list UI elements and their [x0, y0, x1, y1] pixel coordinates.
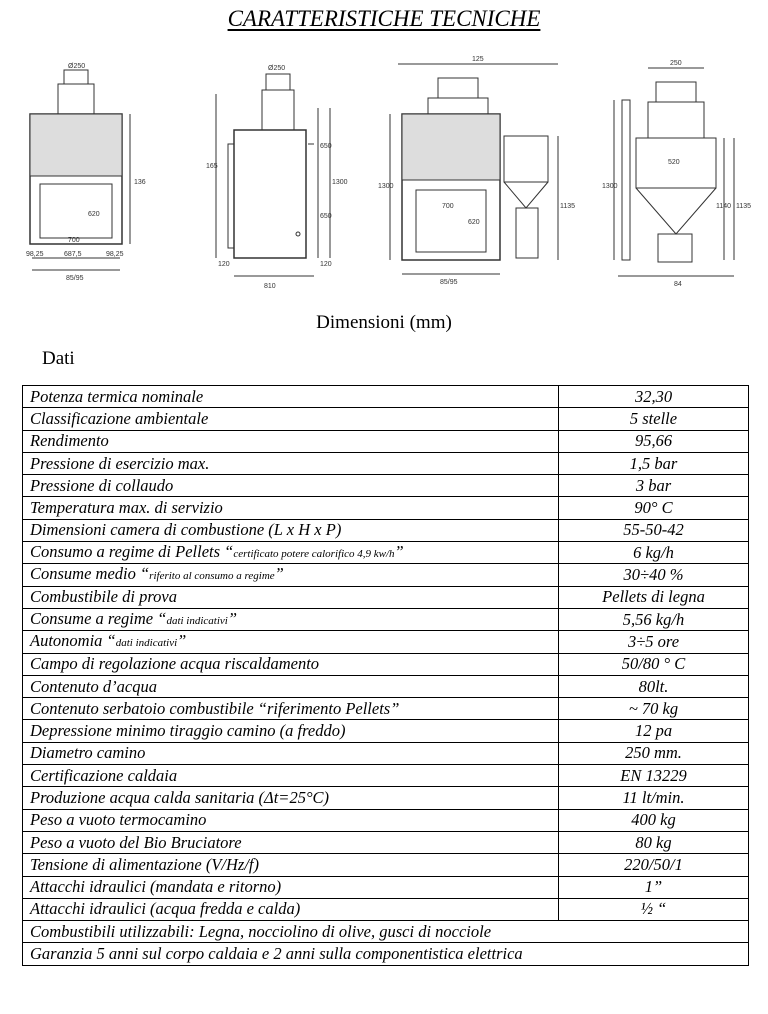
spec-label-suffix: ” [177, 630, 187, 650]
dim-front-inner-h: 620 [88, 211, 100, 218]
spec-label [23, 386, 559, 408]
table-row [23, 542, 749, 564]
table-row-full [23, 943, 749, 965]
spec-label-text: Peso a vuoto termocamino [30, 810, 207, 830]
spec-value: EN 13229 [559, 765, 749, 787]
spec-label [23, 452, 559, 474]
spec-label [23, 542, 559, 564]
table-row [23, 631, 749, 653]
spec-label-text: Potenza termica nominale [30, 386, 204, 406]
dim-side-h650a: 650 [320, 143, 332, 150]
spec-label-suffix: ” [274, 564, 284, 584]
dim-side-h1300: 1300 [332, 179, 348, 186]
spec-label-text: Contenuto serbatoio combustibile “riferimento Pellets” [30, 698, 400, 718]
table-row [23, 475, 749, 497]
spec-value: 400 kg [559, 809, 749, 831]
dim-side-depth: 810 [264, 283, 276, 290]
spec-label [23, 430, 559, 452]
front-view-drawing [30, 70, 130, 270]
drawings-caption: Dimensioni (mm) [316, 312, 452, 333]
spec-label [23, 720, 559, 742]
dim-side-h120a: 120 [218, 261, 230, 268]
spec-label [23, 497, 559, 519]
table-row [23, 564, 749, 586]
spec-label [23, 787, 559, 809]
spec-value: 5,56 kg/h [559, 608, 749, 630]
pellet-side-drawing [614, 68, 734, 276]
spec-value: 11 lt/min. [559, 787, 749, 809]
spec-value: 250 mm. [559, 742, 749, 764]
table-row [23, 408, 749, 430]
table-row [23, 497, 749, 519]
spec-label-text: Attacchi idraulici (mandata e ritorno) [30, 877, 282, 897]
spec-table [22, 385, 749, 966]
spec-label [23, 742, 559, 764]
spec-label-text: Consumo a regime di Pellets “ [30, 541, 234, 561]
dim-front-total: 85/95 [66, 275, 84, 282]
table-row [23, 765, 749, 787]
spec-label-text: Consume a regime “ [30, 608, 167, 628]
dim-front-height: 136 [134, 179, 146, 186]
spec-label [23, 653, 559, 675]
technical-drawings [18, 48, 752, 298]
table-row [23, 675, 749, 697]
spec-label [23, 809, 559, 831]
dim-side-h650b: 650 [320, 213, 332, 220]
spec-value: 220/50/1 [559, 854, 749, 876]
spec-label-text: Diametro camino [30, 743, 146, 763]
table-row [23, 720, 749, 742]
section-label: Dati [42, 348, 75, 369]
spec-label-note: certificato potere calorifico 4,9 kw/h [233, 547, 395, 560]
spec-label-text: Campo di regolazione acqua riscaldamento [30, 654, 320, 674]
spec-value: 55-50-42 [559, 519, 749, 541]
spec-value: 6 kg/h [559, 542, 749, 564]
spec-value: ~ 70 kg [559, 698, 749, 720]
dim-pellet-side-bottom: 84 [674, 281, 682, 288]
table-row [23, 698, 749, 720]
spec-value: ½ “ [559, 898, 749, 920]
spec-label-text: Dimensioni camera di combustione (L x H x P) [30, 520, 342, 540]
table-row [23, 519, 749, 541]
spec-label-text: Pressione di esercizio max. [30, 453, 210, 473]
spec-value: 80lt. [559, 675, 749, 697]
spec-value: 1” [559, 876, 749, 898]
spec-label [23, 854, 559, 876]
table-row [23, 854, 749, 876]
spec-label [23, 675, 559, 697]
dim-side-h120b: 120 [320, 261, 332, 268]
spec-full-text: Combustibili utilizzabili: Legna, nocciolino di olive, gusci di nocciole [23, 921, 749, 943]
table-row-full [23, 921, 749, 943]
spec-label-text: Contenuto d’acqua [30, 676, 157, 696]
spec-label-note: dati indicativi [166, 614, 228, 627]
spec-label-text: Produzione acqua calda sanitaria (Δt=25°C) [30, 787, 330, 807]
dim-pellet-side-w520: 520 [668, 159, 680, 166]
table-row [23, 898, 749, 920]
spec-label-text: Tensione di alimentazione (V/Hz/f) [30, 854, 260, 874]
dim-side-h165: 165 [206, 163, 218, 170]
spec-label [23, 519, 559, 541]
spec-label-text: Peso a vuoto del Bio Bruciatore [30, 832, 242, 852]
dim-pellet-side-h1140: 1140 [716, 203, 732, 210]
spec-value: 3÷5 ore [559, 631, 749, 653]
spec-label [23, 765, 559, 787]
spec-label [23, 631, 559, 653]
spec-label [23, 475, 559, 497]
table-row [23, 787, 749, 809]
spec-full-text: Garanzia 5 anni sul corpo caldaia e 2 anni sulla componentistica elettrica [23, 943, 749, 965]
dim-side-flue: Ø250 [268, 65, 286, 72]
spec-value: 50/80 ° C [559, 653, 749, 675]
spec-label-text: Classificazione ambientale [30, 408, 209, 428]
dim-front-mid: 687,5 [64, 251, 82, 258]
spec-label-text: Attacchi idraulici (acqua fredda e calda) [30, 899, 301, 919]
spec-label-text: Autonomia “ [30, 630, 116, 650]
spec-label-text: Rendimento [30, 431, 109, 451]
spec-label [23, 564, 559, 586]
spec-label-note: riferito al consumo a regime [149, 570, 275, 583]
dim-pellet-front-inner-w: 700 [442, 203, 454, 210]
spec-value: 5 stelle [559, 408, 749, 430]
spec-value: 12 pa [559, 720, 749, 742]
spec-label-text: Temperatura max. di servizio [30, 498, 223, 518]
table-row [23, 653, 749, 675]
table-row [23, 430, 749, 452]
dim-front-left: 98,25 [26, 251, 44, 258]
spec-label-text: Depressione minimo tiraggio camino (a freddo) [30, 721, 346, 741]
dim-pellet-front-h1300: 1300 [378, 183, 394, 190]
spec-label-text: Pressione di collaudo [30, 475, 174, 495]
spec-value: 90° C [559, 497, 749, 519]
dim-pellet-front-inner-h: 620 [468, 219, 480, 226]
spec-label-suffix: ” [227, 608, 238, 628]
spec-value: Pellets di legna [559, 586, 749, 608]
spec-value: 1,5 bar [559, 452, 749, 474]
table-row [23, 608, 749, 630]
spec-value: 30÷40 % [559, 564, 749, 586]
dim-front-flue: Ø250 [68, 63, 86, 70]
side-view-drawing [216, 74, 330, 276]
spec-value: 32,30 [559, 386, 749, 408]
table-row [23, 876, 749, 898]
table-row [23, 742, 749, 764]
dim-pellet-side-h1300: 1300 [602, 183, 618, 190]
spec-value: 3 bar [559, 475, 749, 497]
spec-label [23, 608, 559, 630]
spec-label-text: Consume medio “ [30, 564, 150, 584]
dim-pellet-side-top: 250 [670, 60, 682, 67]
spec-label [23, 408, 559, 430]
dim-front-right: 98,25 [106, 251, 124, 258]
table-row [23, 809, 749, 831]
spec-value: 80 kg [559, 831, 749, 853]
dim-pellet-front-bottom: 85/95 [440, 279, 458, 286]
dim-pellet-front-h1135: 1135 [560, 203, 576, 210]
spec-label-note: dati indicativi [115, 636, 178, 649]
table-row [23, 452, 749, 474]
spec-label-suffix: ” [394, 541, 404, 561]
table-row [23, 586, 749, 608]
page-title: CARATTERISTICHE TECNICHE [227, 6, 541, 31]
spec-label [23, 898, 559, 920]
dim-pellet-side-h1135: 1135 [736, 203, 752, 210]
dim-pellet-front-top: 125 [472, 56, 484, 63]
spec-label [23, 831, 559, 853]
spec-label [23, 876, 559, 898]
spec-label-text: Certificazione caldaia [30, 765, 178, 785]
spec-label [23, 698, 559, 720]
pellet-front-drawing [390, 64, 558, 274]
spec-value: 95,66 [559, 430, 749, 452]
table-row [23, 831, 749, 853]
table-row [23, 386, 749, 408]
dim-front-inner-w: 700 [68, 237, 80, 244]
spec-label-text: Combustibile di prova [30, 587, 177, 607]
spec-label [23, 586, 559, 608]
